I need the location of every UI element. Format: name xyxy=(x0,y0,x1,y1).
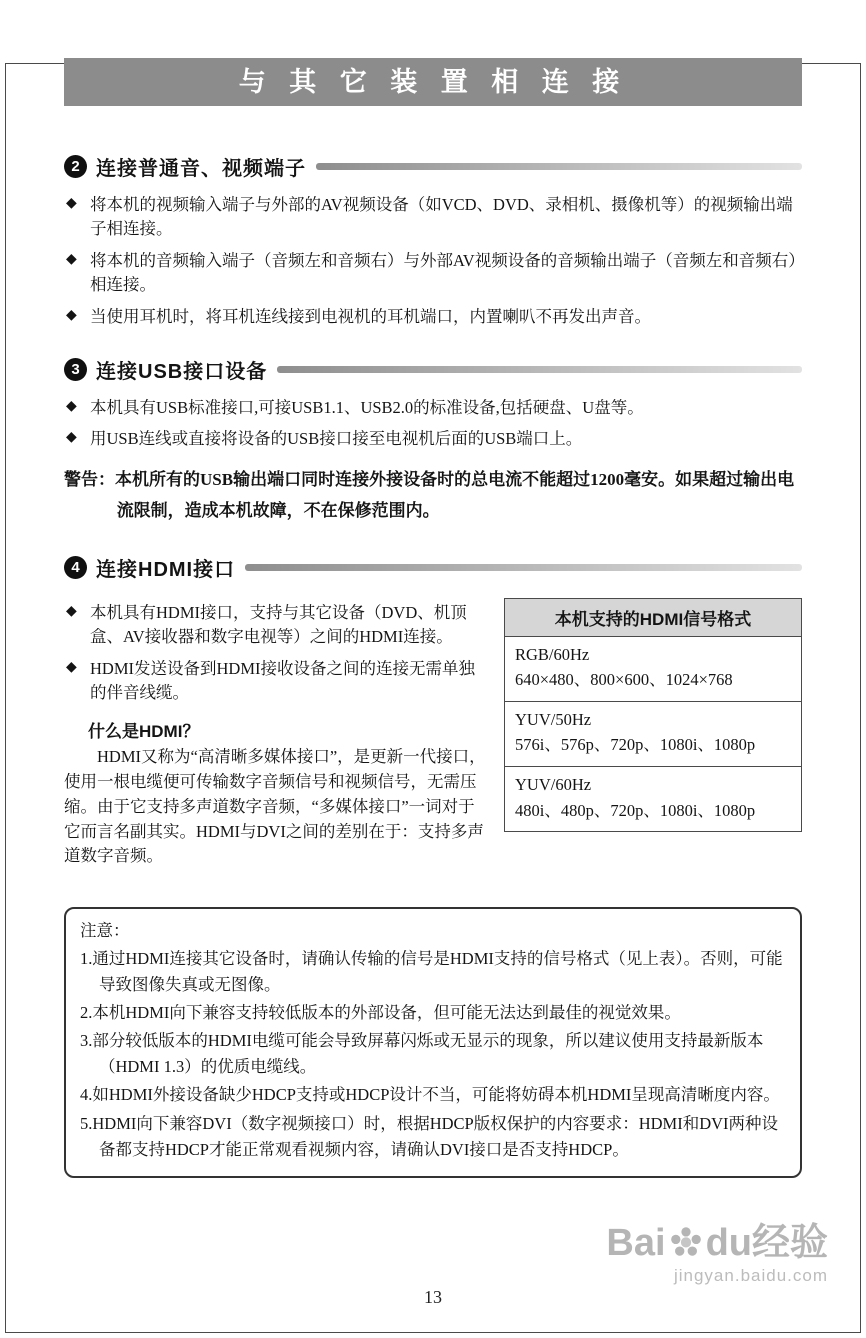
usb-warning xyxy=(64,464,802,527)
section-3-title: 连接USB接口设备 xyxy=(96,361,268,384)
bullet-text: 本机具有USB标准接口,可接USB1.1、USB2.0的标准设备,包括硬盘、U盘等。 xyxy=(90,398,644,418)
section-4-heading xyxy=(64,553,802,582)
hdmi-section-body xyxy=(64,594,802,869)
what-is-hdmi-title: 什么是HDMI？ xyxy=(88,722,200,742)
table-row xyxy=(505,637,801,702)
bullet-text: 将本机的视频输入端子与外部的AV视频设备（如VCD、DVD、录相机、摄像机等）的视频输出端子相连接。 xyxy=(90,195,793,239)
watermark-brand xyxy=(606,1224,828,1262)
diamond-bullet-icon: ◆ xyxy=(66,659,77,675)
watermark-brand-prefix: Bai xyxy=(606,1222,666,1264)
section-3-heading xyxy=(64,355,802,384)
section-2-number-badge: 2 xyxy=(64,155,87,178)
note-box xyxy=(64,907,802,1178)
table-row xyxy=(505,767,801,831)
note-item: 2.本机HDMI向下兼容支持较低版本的外部设备，但可能无法达到最佳的视觉效果。 xyxy=(80,1003,681,1023)
section-rule xyxy=(277,366,802,373)
page-title: 与 其 它 装 置 相 连 接 xyxy=(64,58,802,106)
bullet-text: 用USB连线或直接将设备的USB接口接至电视机后面的USB端口上。 xyxy=(90,429,583,449)
table-row xyxy=(505,702,801,767)
bullet-text: 当使用耳机时，将耳机连线接到电视机的耳机端口，内置喇叭不再发出声音。 xyxy=(90,306,651,326)
hdmi-table-column xyxy=(504,598,802,869)
diamond-bullet-icon: ◆ xyxy=(66,307,77,323)
hdmi-text-column xyxy=(64,594,490,869)
note-item: 4.如HDMI外接设备缺少HDCP支持或HDCP设计不当，可能将妨碍本机HDMI呈现高清晰度内容。 xyxy=(80,1085,780,1105)
section-4-title: 连接HDMI接口 xyxy=(96,558,236,581)
diamond-bullet-icon: ◆ xyxy=(66,603,77,619)
page-number: 13 xyxy=(424,1287,442,1307)
what-is-hdmi-text: HDMI又称为“高清晰多媒体接口”，是更新一代接口，使用一根电缆便可传输数字音频信号和视频信号，无需压缩。由于它支持多声道数字音频，“多媒体接口”一词对于它而言名副其实。HDMI与DVI之间的差别在于：支持多声道数字音频。 xyxy=(64,747,486,866)
signal-label: YUV/50Hz xyxy=(515,709,592,729)
bullet-text: HDMI发送设备到HDMI接收设备之间的连接无需单独的伴音线缆。 xyxy=(90,658,475,702)
list-item xyxy=(64,601,490,650)
bullet-text: 本机具有HDMI接口，支持与其它设备（DVD、机顶盒、AV接收器和数字电视等）之间的HDMI连接。 xyxy=(90,602,467,647)
baidu-jingyan-watermark xyxy=(606,1224,828,1286)
signal-values: 576i、576p、720p、1080i、1080p xyxy=(515,735,756,755)
signal-values: 480i、480p、720p、1080i、1080p xyxy=(515,800,756,820)
diamond-bullet-icon: ◆ xyxy=(66,399,77,415)
diamond-bullet-icon: ◆ xyxy=(66,196,77,211)
hdmi-signal-table xyxy=(504,598,802,832)
hdmi-table-header: 本机支持的HDMI信号格式 xyxy=(505,599,801,637)
diamond-bullet-icon: ◆ xyxy=(66,251,77,267)
watermark-url: jingyan.baidu.com xyxy=(673,1266,828,1285)
section-3-number-badge: 3 xyxy=(64,358,87,381)
section-rule xyxy=(245,564,802,571)
signal-label: YUV/60Hz xyxy=(515,774,592,794)
manual-page xyxy=(0,58,866,1178)
list-item xyxy=(64,396,802,420)
section-2-title: 连接普通音、视频端子 xyxy=(96,158,306,180)
warning-label: 警告： xyxy=(64,469,115,489)
list-item xyxy=(64,305,802,329)
list-item xyxy=(64,657,490,706)
list-item xyxy=(64,427,802,451)
signal-values: 640×480、800×600、1024×768 xyxy=(515,670,733,690)
warning-text: 本机所有的USB输出端口同时连接外接设备时的总电流不能超过1200毫安。如果超过输出电流限制，造成本机故障，不在保修范围内。 xyxy=(115,469,795,521)
section-2-heading xyxy=(64,152,802,181)
signal-label: RGB/60Hz xyxy=(515,644,590,664)
bullet-text: 将本机的音频输入端子（音频左和音频右）与外部AV视频设备的音频输出端子（音频左和音频右）相连接。 xyxy=(90,250,797,295)
section-4-number-badge: 4 xyxy=(64,556,87,579)
note-label: 注意： xyxy=(80,921,130,941)
diamond-bullet-icon: ◆ xyxy=(66,430,77,446)
list-item xyxy=(64,193,802,242)
note-item: 3.部分较低版本的HDMI电缆可能会导致屏幕闪烁或无显示的现象，所以建议使用支持最新版本（HDMI 1.3）的优质电缆线。 xyxy=(80,1031,764,1077)
baidu-flower-icon xyxy=(668,1225,704,1261)
list-item xyxy=(64,249,802,298)
note-item: 1.通过HDMI连接其它设备时，请确认传输的信号是HDMI支持的信号格式（见上表）。否则，可能导致图像失真或无图像。 xyxy=(80,949,783,995)
watermark-brand-suffix: du经验 xyxy=(705,1222,828,1264)
section-rule xyxy=(316,163,802,170)
note-item: 5.HDMI向下兼容DVI（数字视频接口）时，根据HDCP版权保护的内容要求：HDMI和DVI两种设备都支持HDCP才能正常观看视频内容，请确认DVI接口是否支持HDCP。 xyxy=(80,1113,779,1159)
